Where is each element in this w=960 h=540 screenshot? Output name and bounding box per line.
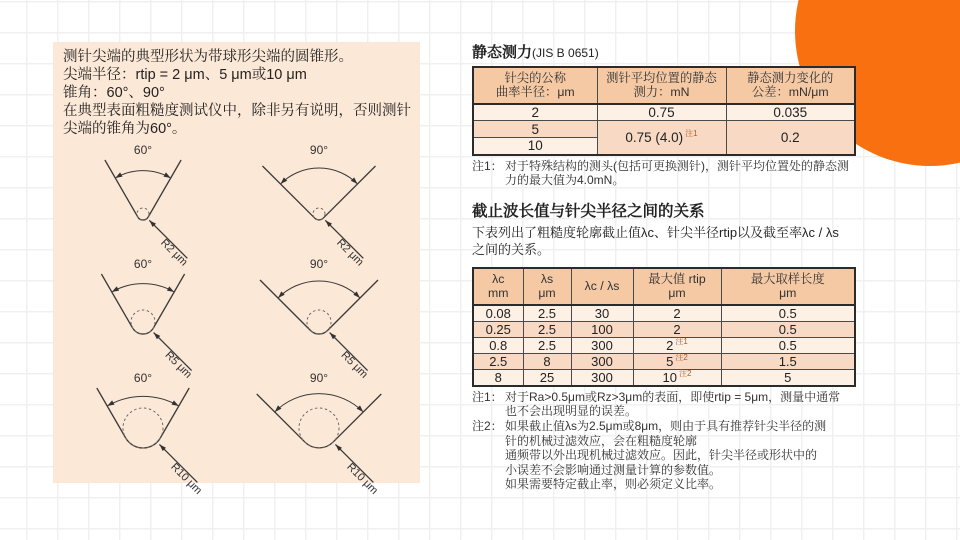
cutoff-cell: 2 xyxy=(633,305,721,322)
cutoff-section-title: 截止波长值与针尖半径之间的关系 xyxy=(472,202,705,220)
cutoff-cell: 2.5 xyxy=(473,353,523,369)
note-text: 对于Ra>0.5μm或Rz>3μm的表面，即使rtip = 5μm，测量中通常 也不会出现明显的误差。 xyxy=(505,389,841,419)
note-label: 注2： xyxy=(472,418,503,433)
tip-radius-label: R5 μm xyxy=(161,349,194,381)
stylus-tip-panel xyxy=(53,42,420,497)
cutoff-cell: 8 xyxy=(473,369,523,386)
cutoff-cell: 100 xyxy=(571,321,633,337)
note-ref: 注1 xyxy=(685,129,698,139)
text-line: 测针尖端的典型形状为带球形尖端的圆锥形。 xyxy=(63,49,353,65)
right-column xyxy=(472,44,854,492)
tip-radius-label: R10 μm xyxy=(343,460,380,497)
cone-angle-label: 90° xyxy=(309,370,328,385)
text-line: 尖端的锥角为60°。 xyxy=(63,120,187,137)
static-header-tolerance: 静态测力变化的 公差：mN/μm xyxy=(726,67,855,104)
static-cell-merged-force: 0.75 (4.0) $^{注1}$ xyxy=(597,121,726,155)
static-cell: 10 xyxy=(473,138,597,155)
cutoff-cell: 25 xyxy=(523,369,571,386)
cutoff-cell: 0.5 xyxy=(721,337,855,353)
stylus-tip-diagram xyxy=(61,142,237,269)
cutoff-table-row xyxy=(473,369,855,386)
stylus-tip-diagram xyxy=(61,370,237,497)
cutoff-cell: 0.8 xyxy=(473,337,523,353)
tip-radius-label: R2 μm xyxy=(157,236,190,269)
cutoff-table-row xyxy=(473,321,855,337)
cutoff-header-cell: λc mm xyxy=(473,268,523,305)
text-line: 尖端半径：rtip = 2 μm、5 μm或10 μm xyxy=(63,66,307,83)
cutoff-header-cell: 最大取样长度 μm xyxy=(721,268,855,305)
note xyxy=(472,159,854,188)
cutoff-header-cell: λc / λs xyxy=(571,268,633,305)
cutoff-cell: 8 xyxy=(523,353,571,369)
cone-angle-label: 90° xyxy=(309,256,328,271)
tip-radius-label: R10 μm xyxy=(167,460,204,497)
text-line: 下表列出了粗糙度轮廓截止值λc、针尖半径rtip以及截至率λc / λs xyxy=(472,224,839,240)
cutoff-table xyxy=(472,267,856,387)
cutoff-table-row xyxy=(473,305,855,322)
cutoff-table-row xyxy=(473,337,855,353)
note-label: 注1： xyxy=(472,158,503,173)
cutoff-intro-text xyxy=(472,225,854,259)
cone-angle-label: 60° xyxy=(133,142,152,157)
cutoff-cell: 0.5 xyxy=(721,321,855,337)
stylus-tip-diagram xyxy=(237,370,413,497)
cutoff-cell: 30 xyxy=(571,305,633,322)
cutoff-cell: 2.5 xyxy=(523,305,571,322)
cutoff-cell: 2.5 xyxy=(523,321,571,337)
stylus-diagram-grid xyxy=(63,142,410,497)
tip-radius-circle xyxy=(123,408,163,448)
cutoff-cell: 300 xyxy=(571,369,633,386)
cone-angle-label: 60° xyxy=(133,370,152,385)
cutoff-cell: 2.5 xyxy=(523,337,571,353)
static-force-title xyxy=(472,44,854,62)
tip-radius-label: R5 μm xyxy=(337,349,370,381)
tip-radius-label: R2 μm xyxy=(333,236,366,269)
note-ref: 注2 xyxy=(675,353,688,363)
note-text: 对于特殊结构的测头(包括可更换测针)，测针平均位置处的静态测 力的最大值为4.0mN。 xyxy=(505,158,849,188)
stylus-tip-diagram xyxy=(237,142,413,269)
static-table-row xyxy=(473,104,855,121)
text-line: 之间的关系。 xyxy=(472,241,551,257)
static-header-radius: 针尖的公称 曲率半径：μm xyxy=(473,67,597,104)
cutoff-cell: 10 $^{注2}$ xyxy=(633,369,721,386)
note-ref: 注2 xyxy=(679,369,692,379)
cutoff-notes xyxy=(472,390,854,492)
stylus-tip-diagram xyxy=(61,256,237,381)
static-force-table xyxy=(472,66,856,156)
cutoff-cell: 5 xyxy=(721,369,855,386)
section-title-text: 静态测力 xyxy=(472,44,533,61)
static-cell: 0.035 xyxy=(726,104,855,121)
cutoff-cell: 5 $^{注2}$ xyxy=(633,353,721,369)
note-label: 注1： xyxy=(472,389,503,404)
static-cell-merged-tolerance: 0.2 xyxy=(726,121,855,155)
cutoff-header-cell: λs μm xyxy=(523,268,571,305)
text-line: 锥角：60°、90° xyxy=(63,84,165,101)
cutoff-cell: 0.25 xyxy=(473,321,523,337)
static-cell: 5 xyxy=(473,121,597,138)
text-line: 在典型表面粗糙度测试仪中，除非另有说明，否则测针 xyxy=(63,102,411,119)
static-cell: 0.75 xyxy=(597,104,726,121)
static-table-row xyxy=(473,121,855,138)
static-cell: 2 xyxy=(473,104,597,121)
cutoff-cell: 2 xyxy=(633,321,721,337)
cutoff-cell: 2 $^{注1}$ xyxy=(633,337,721,353)
tip-radius-circle xyxy=(299,408,339,448)
note xyxy=(472,419,854,492)
cutoff-cell: 300 xyxy=(571,337,633,353)
static-table-header-row xyxy=(473,67,855,104)
note-text: 如果截止值λs为2.5μm或8μm，则由于具有推荐针尖半径的测 针的机械过滤效应，会在粗糙度轮廓 通频带以外出现机械过滤效应。因此，针尖半径或形状中的 小误差不会影响通过测量计算的参数值。 如果需要特定截止率，则必须定义比率。 xyxy=(505,418,827,492)
cutoff-cell: 0.5 xyxy=(721,305,855,322)
static-force-notes xyxy=(472,159,854,188)
cutoff-header-cell: 最大值 rtip μm xyxy=(633,268,721,305)
section-title-suffix: (JIS B 0651) xyxy=(532,46,599,60)
cone-angle-label: 60° xyxy=(133,256,152,271)
cone-angle-label: 90° xyxy=(309,142,328,157)
note xyxy=(472,390,854,419)
cutoff-cell: 1.5 xyxy=(721,353,855,369)
cutoff-cell: 0.08 xyxy=(473,305,523,322)
stylus-intro-text xyxy=(63,49,410,139)
cutoff-cell: 300 xyxy=(571,353,633,369)
static-header-force: 测针平均位置的静态 测力：mN xyxy=(597,67,726,104)
stylus-tip-diagram xyxy=(237,256,413,381)
cutoff-table-header-row xyxy=(473,268,855,305)
note-ref: 注1 xyxy=(675,337,688,347)
cutoff-table-row xyxy=(473,353,855,369)
